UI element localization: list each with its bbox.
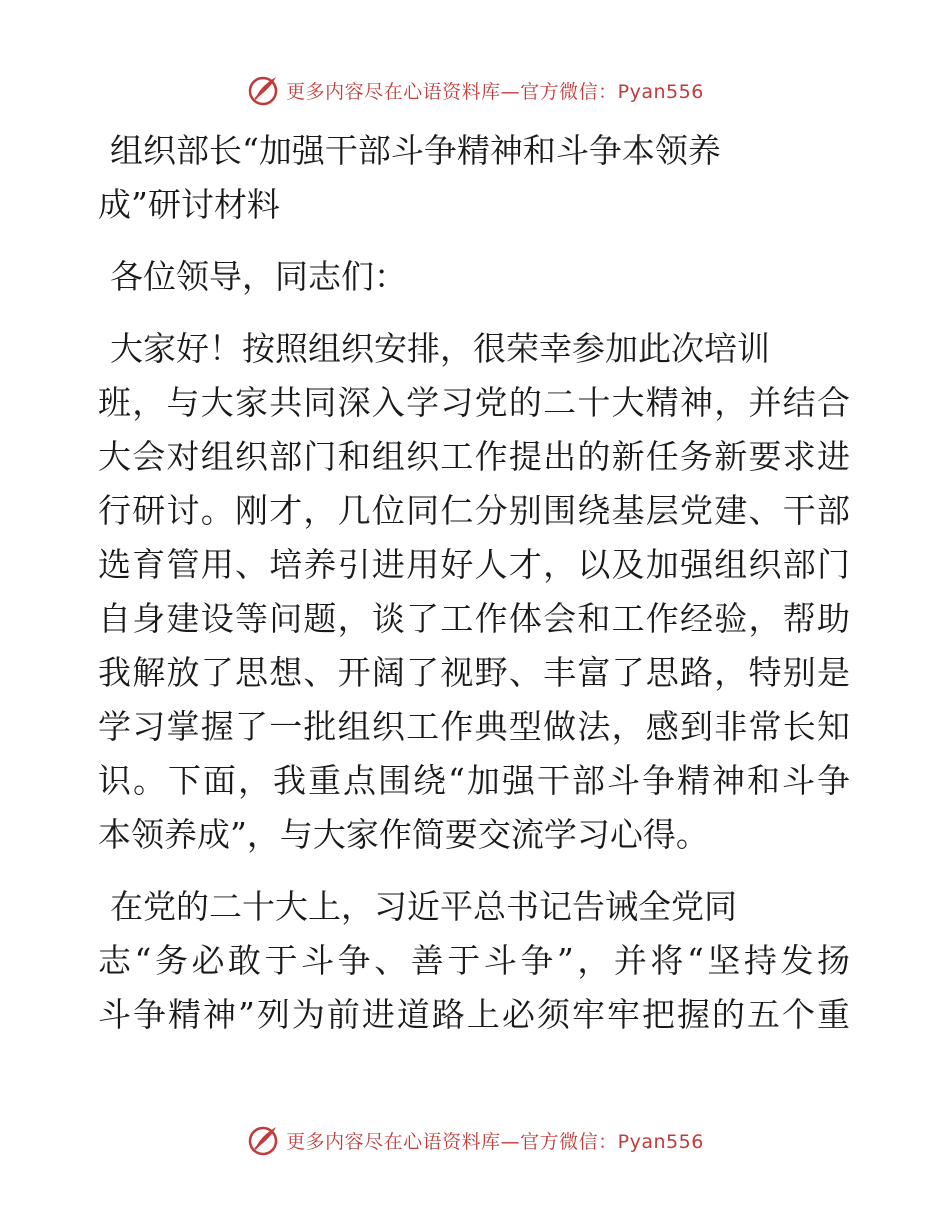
- paragraph-line: 自身建设等问题，谈了工作体会和工作经验，帮助: [98, 599, 850, 638]
- paragraph-line: 选育管用、培养引进用好人才，以及加强组织部门: [98, 545, 850, 584]
- watermark-text: 更多内容尽在心语资料库—官方微信：Pyan556: [286, 1130, 704, 1153]
- quill-logo-icon: [246, 73, 280, 107]
- paragraph-line: 本领养成”，与大家作简要交流学习心得。: [98, 815, 709, 854]
- paragraph-line: 大家好！按照组织安排，很荣幸参加此次培训: [110, 329, 770, 368]
- paragraph-line: 识。下面，我重点围绕“加强干部斗争精神和斗争: [98, 761, 850, 800]
- paragraph-line: 班，与大家共同深入学习党的二十大精神，并结合: [98, 383, 850, 422]
- paragraph-line: 我解放了思想、开阔了视野、丰富了思路，特别是: [98, 653, 850, 692]
- paragraph-line: 斗争精神”列为前进道路上必须牢牢把握的五个重: [98, 995, 850, 1034]
- quill-logo-icon: [246, 1123, 280, 1157]
- paragraph-line: 志“务必敢于斗争、善于斗争”，并将“坚持发扬: [98, 941, 850, 980]
- paragraph-line: 在党的二十大上，习近平总书记告诫全党同: [110, 887, 737, 926]
- footer-watermark: [0, 1120, 950, 1160]
- watermark-text: 更多内容尽在心语资料库—官方微信：Pyan556: [286, 80, 704, 103]
- document-body: [98, 124, 850, 1042]
- salutation: 各位领导，同志们：: [110, 257, 407, 296]
- paragraph-line: 学习掌握了一批组织工作典型做法，感到非常长知: [98, 707, 850, 746]
- paragraph-line: 大会对组织部门和组织工作提出的新任务新要求进: [98, 437, 850, 476]
- header-watermark: [0, 70, 950, 110]
- paragraph-line: 行研讨。刚才，几位同仁分别围绕基层党建、干部: [98, 491, 850, 530]
- title-line: 组织部长“加强干部斗争精神和斗争本领养: [110, 131, 721, 170]
- title-line: 成”研讨材料: [98, 185, 280, 224]
